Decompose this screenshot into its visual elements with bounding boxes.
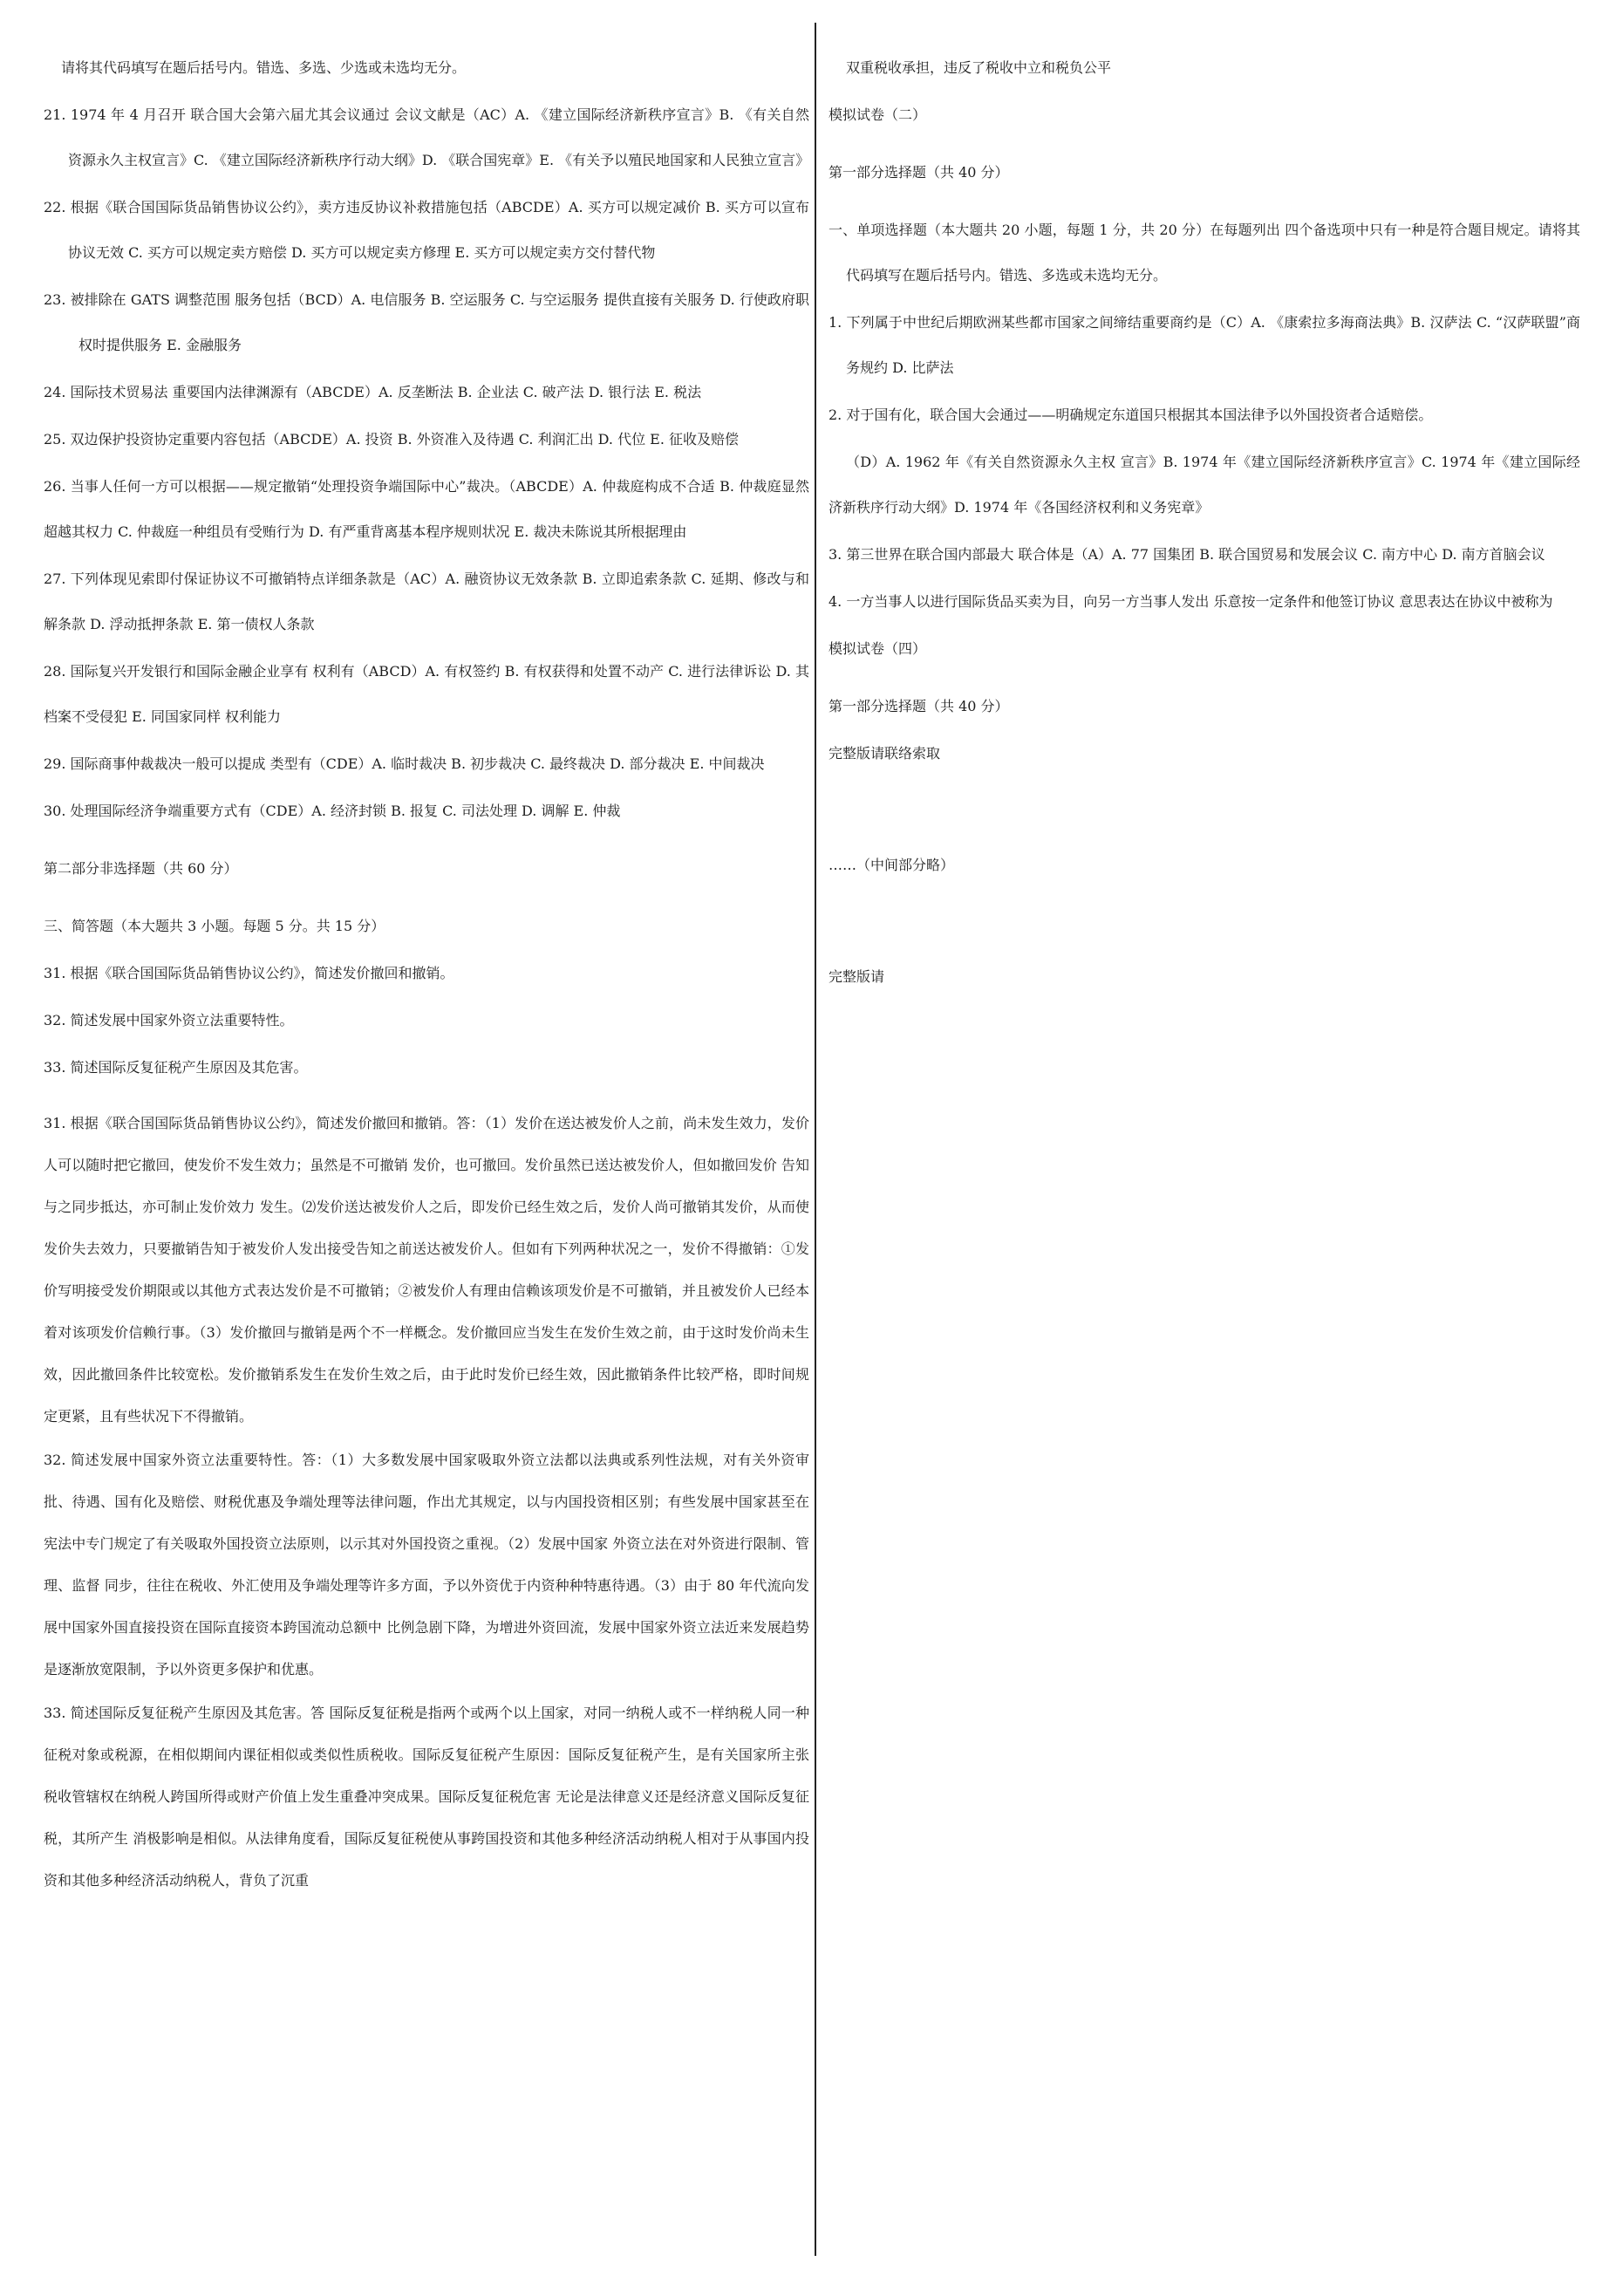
answer-33: 33. 简述国际反复征税产生原因及其危害。答 国际反复征税是指两个或两个以上国家，对同一纳税人或不一样纳税人同一种征税对象或税源，在相似期间内课征相似或类似性质税收。国际反复征税产生原因：国际反复征税产生，是有关国家所主张税收管辖权在纳税人跨国所得或财产价值上发生重叠冲突成果。国际反复征税危害 无论是法律意义还是经济意义国际反复征税，其所产生 消极影响是相似。从法律角度看，国际反复征税使从事跨国投资和其他多种经济活动纳税人相对于从事国内投资和其他多种经济活动纳税人，背负了沉重 bbox=[44, 1705, 809, 1889]
right-column bbox=[829, 45, 1580, 1001]
question-2: 2. 对于国有化，联合国大会通过——明确规定东道国只根据其本国法律予以外国投资者合适赔偿。 bbox=[829, 407, 1433, 423]
question-28: 28. 国际复兴开发银行和国际金融企业享有 权利有（ABCD）A. 有权签约 B. 有权获得和处置不动产 C. 进行法律诉讼 D. 其档案不受侵犯 E. 同国家同样 权利能力 bbox=[44, 663, 809, 725]
question-30: 30. 处理国际经济争端重要方式有（CDE）A. 经济封锁 B. 报复 C. 司法处理 D. 调解 E. 仲裁 bbox=[44, 803, 621, 819]
part-one-heading-2: 第一部分选择题（共 40 分） bbox=[829, 698, 1009, 714]
question-29: 29. 国际商事仲裁裁决一般可以提成 类型有（CDE）A. 临时裁决 B. 初步裁决 C. 最终裁决 D. 部分裁决 E. 中间裁决 bbox=[44, 755, 765, 772]
question-26: 26. 当事人任何一方可以根据——规定撤销“处理投资争端国际中心”裁决。（ABCDE）A. 仲裁庭构成不合适 B. 仲裁庭显然超越其权力 C. 仲裁庭一种组员有受贿行为 D. 有严重背离基本程序规则状况 E. 裁决未陈说其所根据理由 bbox=[44, 478, 809, 540]
column-divider bbox=[815, 23, 816, 2256]
question-21: 21. 1974 年 4 月召开 联合国大会第六届尤其会议通过 会议文献是（AC）A. 《建立国际经济新秩序宣言》B. 《有关自然资源永久主权宣言》C. 《建立国际经济新秩序行动大纲》D. 《联合国宪章》E. 《有关予以殖民地国家和人民独立宣言》 bbox=[44, 106, 810, 168]
answer-32: 32. 简述发展中国家外资立法重要特性。答：（1）大多数发展中国家吸取外资立法都以法典或系列性法规，对有关外资审批、待遇、国有化及赔偿、财税优惠及争端处理等法律问题，作出尤其规定，以与内国投资相区别；有些发展中国家甚至在宪法中专门规定了有关吸取外国投资立法原则，以示其对外国投资之重视。（2）发展中国家 外资立法在对外资进行限制、管理、监督 同步，往往在税收、外汇使用及争端处理等许多方面，予以外资优于内资种种特惠待遇。（3）由于 80 年代流向发展中国家外国直接投资在国际直接资本跨国流动总额中 比例急剧下降，为增进外资回流，发展中国家外资立法近来发展趋势是逐渐放宽限制，予以外资更多保护和优惠。 bbox=[44, 1452, 809, 1678]
question-24: 24. 国际技术贸易法 重要国内法律渊源有（ABCDE）A. 反垄断法 B. 企业法 C. 破产法 D. 银行法 E. 税法 bbox=[44, 384, 702, 400]
question-4: 4. 一方当事人以进行国际货品买卖为目，向另一方当事人发出 乐意按一定条件和他签订协议 意思表达在协议中被称为 bbox=[829, 593, 1553, 610]
instruction-text: 请将其代码填写在题后括号内。错选、多选、少选或未选均无分。 bbox=[61, 59, 467, 76]
left-column bbox=[44, 45, 809, 1903]
question-33: 33. 简述国际反复征税产生原因及其危害。 bbox=[44, 1059, 308, 1076]
section-three-heading: 三、简答题（本大题共 3 小题。每题 5 分。共 15 分） bbox=[44, 918, 385, 934]
mock-exam-four-heading: 模拟试卷（四） bbox=[829, 640, 927, 657]
single-choice-instructions: 一、单项选择题（本大题共 20 小题，每题 1 分，共 20 分）在每题列出 四个备选项中只有一种是符合题目规定。请将其代码填写在题后括号内。错选、多选或未选均无分。 bbox=[829, 222, 1580, 284]
full-version-notice: 完整版请联络索取 bbox=[829, 745, 941, 762]
question-2-options: （D）A. 1962 年《有关自然资源永久主权 宣言》B. 1974 年《建立国际经济新秩序宣言》C. 1974 年《建立国际经济新秩序行动大纲》D. 1974 年《各国经济权利和义务宪章》 bbox=[829, 454, 1580, 516]
omitted-note: ……（中间部分略） bbox=[829, 857, 955, 873]
question-31: 31. 根据《联合国国际货品销售协议公约》，简述发价撤回和撤销。 bbox=[44, 965, 454, 981]
part-one-heading: 第一部分选择题（共 40 分） bbox=[829, 164, 1009, 181]
question-32: 32. 简述发展中国家外资立法重要特性。 bbox=[44, 1012, 294, 1028]
question-23: 23. 被排除在 GATS 调整范围 服务包括（BCD）A. 电信服务 B. 空运服务 C. 与空运服务 提供直接有关服务 D. 行使政府职权时提供服务 E. 金融服务 bbox=[44, 291, 809, 353]
answer-31: 31. 根据《联合国国际货品销售协议公约》，简述发价撤回和撤销。答：（1）发价在送达被发价人之前，尚未发生效力，发价人可以随时把它撤回，使发价不发生效力；虽然是不可撤销 发价，也可撤回。发价虽然已送达被发价人，但如撤回发价 告知与之同步抵达，亦可制止发价效力 发生。⑵发价送达被发价人之后，即发价已经生效之后，发价人尚可撤销其发价，从而使发价失去效力，只要撤销告知于被发价人发出接受告知之前送达被发价人。但如有下列两种状况之一，发价不得撤销：①发价写明接受发价期限或以其他方式表达发价是不可撤销；②被发价人有理由信赖该项发价是不可撤销，并且被发价人已经本着对该项发价信赖行事。（3）发价撤回与撤销是两个不一样概念。发价撤回应当发生在发价生效之前，由于这时发价尚未生效，因此撤回条件比较宽松。发价撤销系发生在发价生效之后，由于此时发价已经生效，因此撤销条件比较严格，即时间规定更紧，且有些状况下不得撤销。 bbox=[44, 1115, 809, 1425]
question-22: 22. 根据《联合国国际货品销售协议公约》，卖方违反协议补救措施包括（ABCDE）A. 买方可以规定减价 B. 买方可以宣布协议无效 C. 买方可以规定卖方赔偿 D. 买方可以规定卖方修理 E. 买方可以规定卖方交付替代物 bbox=[44, 199, 809, 261]
full-version-footer: 完整版请 bbox=[829, 968, 885, 985]
part-two-heading: 第二部分非选择题（共 60 分） bbox=[44, 860, 238, 877]
question-27: 27. 下列体现见索即付保证协议不可撤销特点详细条款是（AC）A. 融资协议无效条款 B. 立即追索条款 C. 延期、修改与和解条款 D. 浮动抵押条款 E. 第一债权人条款 bbox=[44, 571, 809, 632]
continuation-text: 双重税收承担，违反了税收中立和税负公平 bbox=[846, 59, 1112, 76]
question-25: 25. 双边保护投资协定重要内容包括（ABCDE）A. 投资 B. 外资准入及待遇 C. 利润汇出 D. 代位 E. 征收及赔偿 bbox=[44, 431, 740, 448]
mock-exam-two-heading: 模拟试卷（二） bbox=[829, 106, 927, 123]
question-3: 3. 第三世界在联合国内部最大 联合体是（A）A. 77 国集团 B. 联合国贸易和发展会议 C. 南方中心 D. 南方首脑会议 bbox=[829, 546, 1545, 563]
question-1: 1. 下列属于中世纪后期欧洲某些都市国家之间缔结重要商约是（C）A. 《康索拉多海商法典》B. 汉萨法 C. “汉萨联盟”商务规约 D. 比萨法 bbox=[829, 314, 1580, 376]
